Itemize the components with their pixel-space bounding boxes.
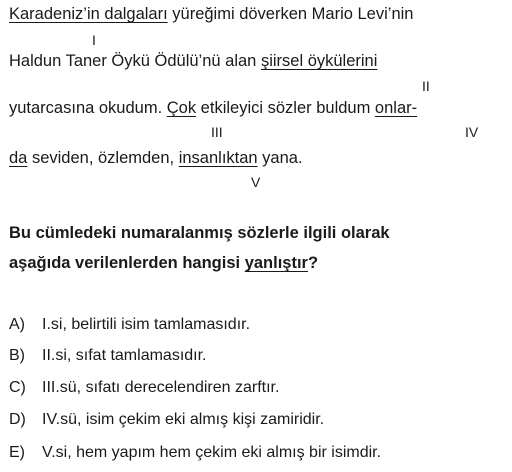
- question-line-2: [9, 253, 318, 273]
- underlined-word-III: Çok: [166, 99, 197, 117]
- option-b[interactable]: [9, 346, 207, 366]
- marker-I: I: [92, 32, 96, 48]
- passage-text: etkileyici sözler buldum: [196, 99, 375, 117]
- question-text: aşağıda verilenlerden hangisi: [9, 254, 245, 272]
- option-d[interactable]: [9, 410, 324, 430]
- question-line-1: Bu cümledeki numaralanmış sözlerle ilgili olarak: [9, 224, 390, 242]
- underlined-phrase-I: Karadeniz’in dalgaları: [9, 5, 168, 23]
- option-c[interactable]: [9, 378, 279, 398]
- passage-line-3: [9, 98, 417, 118]
- option-text: I.si, belirtili isim tamlamasıdır.: [42, 316, 251, 333]
- option-letter: C): [9, 379, 26, 396]
- passage-line-1: [9, 4, 413, 24]
- option-letter: D): [9, 411, 26, 428]
- option-letter: A): [9, 316, 25, 333]
- marker-IV: IV: [465, 124, 479, 140]
- option-text: III.sü, sıfatı derecelendiren zarftır.: [42, 379, 280, 396]
- option-a[interactable]: [9, 315, 250, 335]
- underlined-word-IV: onlar-: [374, 99, 418, 117]
- option-letter: B): [9, 347, 25, 364]
- passage-text: yana.: [257, 149, 303, 167]
- underlined-word-V: insanlıktan: [178, 149, 258, 167]
- underlined-phrase-II: şiirsel öykülerini: [260, 52, 378, 70]
- option-text: II.si, sıfat tamlamasıdır.: [42, 347, 207, 364]
- passage-line-4: [9, 148, 303, 168]
- marker-II: II: [422, 78, 430, 94]
- question-mark: ?: [307, 254, 319, 272]
- question-emphasis: yanlıştır: [244, 254, 308, 272]
- passage-text: yutarcasına okudum.: [9, 99, 167, 117]
- option-letter: E): [9, 444, 25, 461]
- passage-text: yüreğimi döverken Mario Levi’nin: [167, 5, 414, 23]
- passage-text: Haldun Taner Öykü Ödülü’nü alan: [9, 52, 261, 70]
- marker-III: III: [211, 124, 223, 140]
- underlined-word-IV-cont: da: [9, 149, 28, 167]
- passage-line-2: [9, 51, 377, 71]
- passage-text: seviden, özlemden,: [27, 149, 179, 167]
- option-text: V.si, hem yapım hem çekim eki almış bir isimdir.: [42, 444, 382, 461]
- marker-V: V: [251, 174, 261, 190]
- option-e[interactable]: [9, 443, 381, 463]
- option-text: IV.sü, isim çekim eki almış kişi zamiridir.: [42, 411, 325, 428]
